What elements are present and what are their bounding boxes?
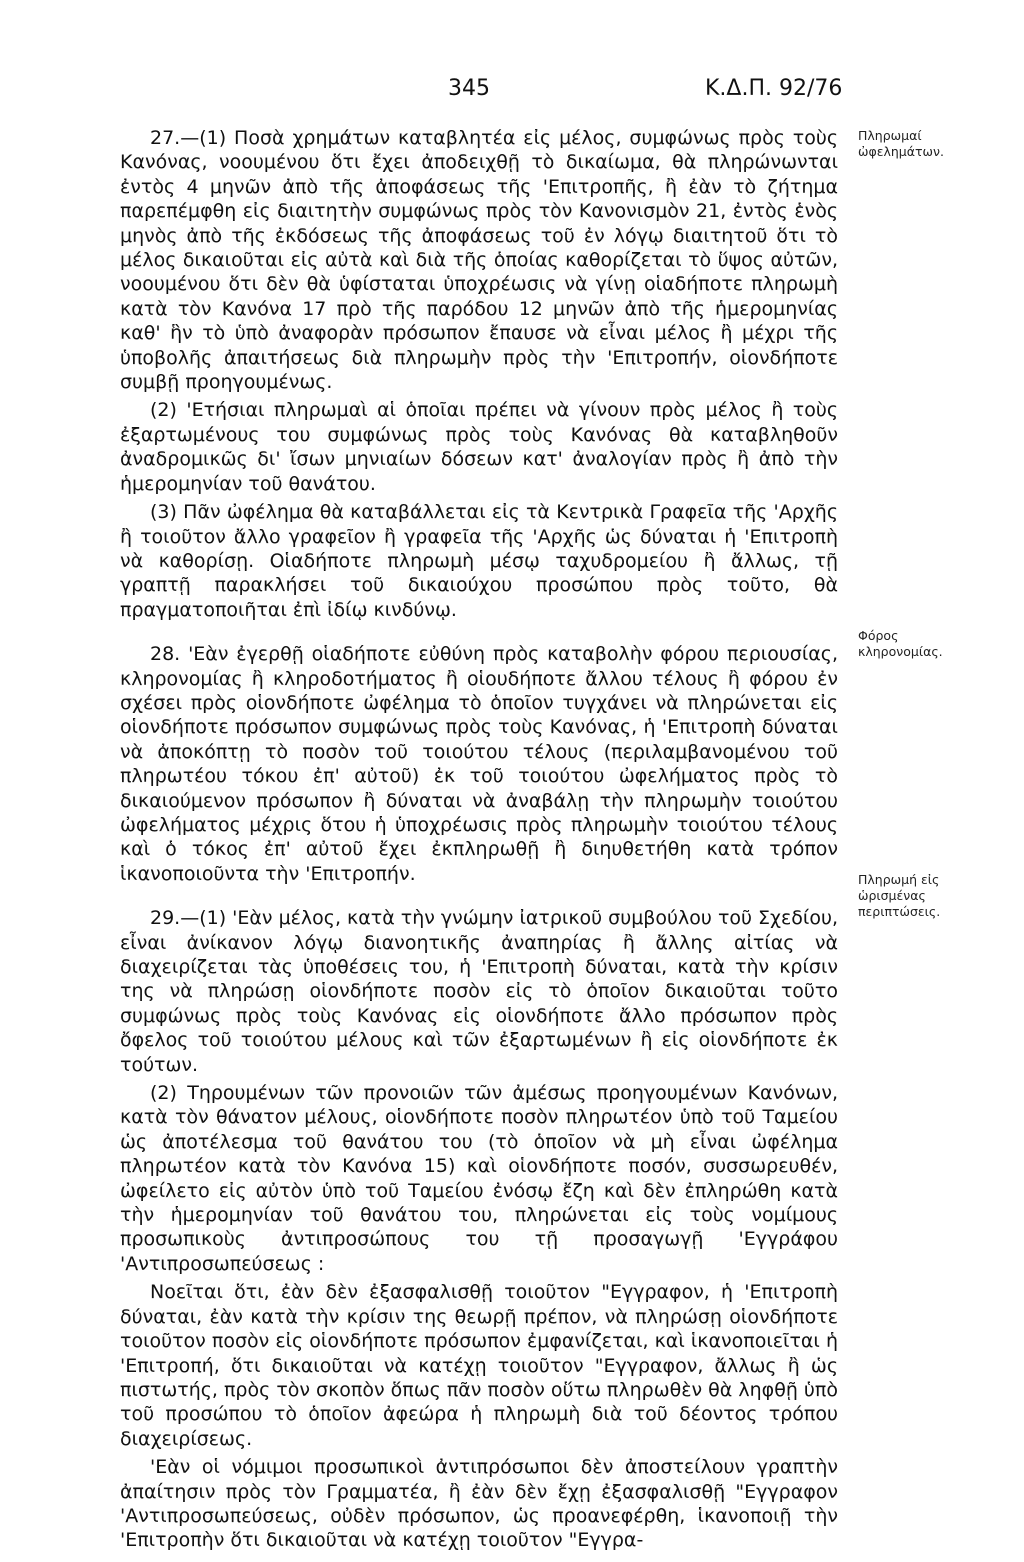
margin-note-payment-certain-cases: Πληρωμή εἰς ὡρισμένας περιπτώσεις. xyxy=(858,872,941,919)
article-29-paragraph-1: 29.—(1) 'Εὰν μέλος, κατὰ τὴν γνώμην ἰατρικοῦ συμβούλου τοῦ Σχεδίου, εἶναι ἀνίκανον λόγῳ διανοητικῆς ἀναπηρίας ἢ ἄλλης αἰτίας νὰ διαχειρίζεται τὰς ὑποθέσεις του, ἡ 'Επιτροπὴ δύναται, κατὰ τὴν κρίσιν της νὰ πληρώσῃ οἱονδήποτε ποσὸν εἰς τὸ ὁποῖον δικαιοῦται τοῦτο συμφώνως πρὸς τοὺς Κανόνας εἰς οἱονδήποτε ἄλλο πρόσωπον πρὸς ὄφελος τοῦ τοιούτου μέλους καὶ τῶν ἐξαρτωμένων ἢ εἰς οἱονδήποτε ἐκ τούτων. xyxy=(120,907,839,1076)
margin-note-inheritance-tax: Φόρος κληρονομίας. xyxy=(858,628,943,659)
article-29-paragraph-2: (2) Τηρουμένων τῶν προνοιῶν τῶν ἀμέσως προηγουμένων Κανόνων, κατὰ τὸν θάνατον μέλους, οἱονδήποτε ποσὸν πληρωτέον ὑπὸ τοῦ Ταμείου ὡς ἀποτέλεσμα τοῦ θανάτου του (τὸ ὁποῖον νὰ μὴ εἶναι ὠφέλημα πληρωτέον κατὰ τὸν Κανόνα 15) καὶ οἱονδήποτε ποσόν, συσσωρευθέν, ὠφείλετο εἰς αὐτὸν ὑπὸ τοῦ Ταμείου ἐνόσῳ ἔζη καὶ δὲν ἐπληρώθη κατὰ τὴν ἡμερομηνίαν τοῦ θανάτου του, πληρώνεται εἰς τοὺς νομίμους προσωπικοὺς ἀντιπροσώπους του τῇ προσαγωγῇ 'Εγγράφου 'Αντιπροσωπεύσεως : xyxy=(120,1082,838,1275)
document-body xyxy=(120,126,838,1553)
page-header xyxy=(0,70,1024,110)
proviso-paragraph: Νοεῖται ὅτι, ἐὰν δὲν ἐξασφαλισθῇ τοιοῦτον "Εγγραφον, ἡ 'Επιτροπὴ δύναται, ἐὰν κατὰ τὴν κρίσιν της θεωρῇ πρέπον, νὰ πληρώσῃ οἱονδήποτε τοιοῦτον ποσὸν εἰς οἱονδήποτε πρόσωπον ἐμφανίζεται, καὶ ἱκανοποιεῖται ἡ 'Επιτροπή, ὅτι δικαιοῦται νὰ κατέχῃ τοιοῦτον "Εγγραφον, ἄλλως ἢ ὡς πιστωτής, πρὸς τὸν σκοπὸν ὅπως πᾶν ποσὸν οὕτω πληρωθὲν θὰ ληφθῇ ὑπὸ τοῦ προσώπου τὸ ὁποῖον ἀφεώρα ἡ πληρωμὴ διὰ τοῦ δέοντος τρόπου διαχειρίσεως. xyxy=(120,1281,838,1450)
article-27-paragraph-2: (2) 'Ετήσιαι πληρωμαὶ αἱ ὁποῖαι πρέπει νὰ γίνουν πρὸς μέλος ἢ τοὺς ἐξαρτωμένους του συμφώνως πρὸς τοὺς Κανόνας θὰ καταβληθοῦν ἀναδρομικῶς δι' ἴσων μηνιαίων δόσεων κατ' ἀναλογίαν πρὸς ἢ ἀπὸ τὴν ἡμερομηνίαν τοῦ θανάτου. xyxy=(120,399,838,495)
page-number: 345 xyxy=(448,76,490,101)
margin-note-benefit-payments: Πληρωμαί ὠφελημάτων. xyxy=(858,128,944,159)
article-28-paragraph: 28. 'Εὰν ἐγερθῇ οἱαδήποτε εὐθύνη πρὸς καταβολὴν φόρου περιουσίας, κληρονομίας ἢ κληροδοτήματος ἢ οἱουδήποτε ἄλλου τέλους ἢ φόρου ἐν σχέσει πρὸς οἱονδήποτε ὠφέλημα τὸ ὁποῖον τυγχάνει νὰ πληρώνεται εἰς οἱονδήποτε πρόσωπον συμφώνως πρὸς τοὺς Κανόνας, ἡ 'Επιτροπὴ δύναται νὰ ἀποκόπτῃ τὸ ποσὸν τοῦ τοιούτου τέλους (περιλαμβανομένου τοῦ πληρωτέου τόκου ἐπ' αὐτοῦ) ἐκ τοῦ τοιούτου ὠφελήματος πρὸς τὸ δικαιούμενον πρόσωπον ἢ δύναται νὰ ἀναβάλῃ τὴν πληρωμὴν τοιούτου ὠφελήματος μέχρις ὅτου ἡ ὑποχρέωσις πρὸς πληρωμὴν τοιούτου τέλους καὶ ὁ τόκος ἐπ' αὐτοῦ ἔχει ἐκπληρωθῇ ἢ διηυθετήθη κατὰ τρόπον ἱκανοποιοῦντα τὴν 'Επιτροπήν. xyxy=(120,643,838,885)
representatives-paragraph: 'Εὰν οἱ νόμιμοι προσωπικοὶ ἀντιπρόσωποι δὲν ἀποστείλουν γραπτὴν ἀπαίτησιν πρὸς τὸν Γραμματέα, ἢ ἐὰν δὲν ἔχῃ ἐξασφαλισθῇ "Εγγραφον 'Αντιπροσωπεύσεως, οὐδὲν πρόσωπον, ὡς προανεφέρθη, ἱκανοποιῇ τὴν 'Επιτροπὴν ὅτι δικαιοῦται νὰ κατέχῃ τοιοῦτον "Εγγρα- xyxy=(120,1456,838,1552)
article-27-paragraph-1: 27.—(1) Ποσὰ χρημάτων καταβλητέα εἰς μέλος, συμφώνως πρὸς τοὺς Κανόνας, νοουμένου ὅτι ἔχει ἀποδειχθῇ τὸ δικαίωμα, θὰ πληρώνωνται ἐντὸς 4 μηνῶν ἀπὸ τῆς ἀποφάσεως τῆς 'Επιτροπῆς, ἢ ἐὰν τὸ ζήτημα παρεπέμφθη εἰς διαιτητὴν συμφώνως πρὸς τὸν Κανονισμὸν 21, ἐντὸς ἑνὸς μηνὸς ἀπὸ τῆς ἐκδόσεως τῆς ἀποφάσεως τοῦ ἐν λόγῳ διαιτητοῦ ὅτι τὸ μέλος δικαιοῦται εἰς αὐτὰ καὶ διὰ τῆς ὁποίας καθορίζεται τὸ ὕψος αὐτῶν, νοουμένου ὅτι δὲν θὰ ὑφίσταται ὑποχρέωσις νὰ γίνῃ οἱαδήποτε πληρωμὴ κατὰ τὸν Κανόνα 17 πρὸ τῆς παρόδου 12 μηνῶν ἀπὸ τῆς ἡμερομηνίας καθ' ἣν τὸ ὑπὸ ἀναφορὰν πρόσωπον ἔπαυσε νὰ εἶναι μέλος ἢ μέχρι τῆς ὑποβολῆς ἀπαιτήσεως διὰ πληρωμὴν πρὸς τὴν 'Επιτροπήν, οἱονδήποτε συμβῇ προηγουμένως. xyxy=(120,127,838,394)
law-reference: Κ.Δ.Π. 92/76 xyxy=(705,76,843,101)
article-27-paragraph-3: (3) Πᾶν ὠφέλημα θὰ καταβάλλεται εἰς τὰ Κεντρικὰ Γραφεῖα τῆς 'Αρχῆς ἢ τοιοῦτον ἄλλο γραφεῖον ἢ γραφεῖα τῆς 'Αρχῆς ὡς δύναται ἡ 'Επιτροπὴ νὰ καθορίσῃ. Οἱαδήποτε πληρωμὴ μέσῳ ταχυδρομείου ἢ ἄλλως, τῇ γραπτῇ παρακλήσει τοῦ δικαιούχου προσώπου πρὸς τοῦτο, θὰ πραγματοποιῆται ἐπὶ ἰδίῳ κινδύνῳ. xyxy=(120,501,838,621)
